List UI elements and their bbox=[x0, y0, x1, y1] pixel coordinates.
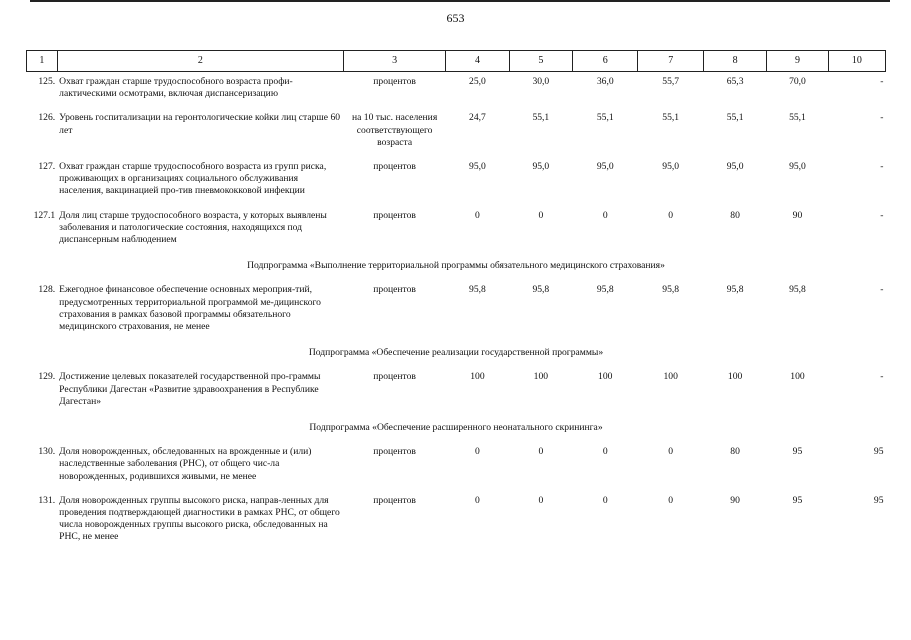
value-cell-col-10: - bbox=[880, 371, 884, 383]
indicator-name: Доля новорожденных группы высокого риска, направ-ленных для проведения подтверждающей диагностики в рамках РНС, от общего числа новорожденных группы высокого риска, обследованных на РНС, не менее bbox=[59, 494, 340, 543]
value-cell-col-5: 95,8 bbox=[532, 284, 550, 296]
unit-of-measure: процентов bbox=[373, 494, 416, 506]
unit-of-measure: процентов bbox=[373, 284, 416, 296]
row-number: 129. bbox=[38, 371, 56, 383]
value-cell-col-4: 0 bbox=[475, 494, 480, 506]
value-cell-col-4: 24,7 bbox=[469, 112, 486, 124]
column-header-9: 9 bbox=[767, 51, 828, 72]
column-header-8: 8 bbox=[703, 51, 766, 72]
table-row bbox=[27, 442, 886, 491]
value-cell-col-6: 95,0 bbox=[596, 161, 614, 173]
value-cell-col-4: 0 bbox=[475, 446, 480, 458]
value-cell-col-7: 100 bbox=[663, 371, 678, 383]
value-cell-col-9: 95 bbox=[792, 494, 803, 506]
value-cell-col-5: 95,0 bbox=[532, 161, 550, 173]
unit-of-measure: процентов bbox=[373, 371, 416, 383]
value-cell-col-7: 55,1 bbox=[662, 112, 680, 124]
subprogram-title: Подпрограмма «Обеспечение реализации государственной программы» bbox=[308, 347, 604, 359]
indicator-name: Охват граждан старше трудоспособного возраста профи-лактическими осмотрами, включая диспансеризацию bbox=[59, 76, 293, 100]
value-cell-col-6: 0 bbox=[602, 209, 608, 221]
row-number: 125. bbox=[38, 76, 56, 87]
value-cell-col-7: 0 bbox=[668, 494, 674, 506]
subprogram-heading-row bbox=[27, 416, 886, 442]
row-number: 131. bbox=[38, 494, 56, 506]
value-cell-col-5: 0 bbox=[538, 209, 544, 221]
value-cell-col-4: 0 bbox=[475, 209, 480, 221]
unit-of-measure: на 10 тыс. населения соответствующего возраста bbox=[352, 112, 438, 148]
value-cell-col-7: 55,7 bbox=[662, 76, 680, 87]
value-cell-col-7: 0 bbox=[668, 209, 674, 221]
table-body bbox=[27, 72, 886, 552]
value-cell-col-9: 55,1 bbox=[789, 112, 806, 124]
value-cell-col-6: 95,8 bbox=[596, 284, 614, 296]
value-cell-col-8: 90 bbox=[730, 494, 740, 506]
page-number: 653 bbox=[446, 11, 465, 25]
value-cell-col-10: - bbox=[880, 284, 884, 296]
unit-of-measure: процентов bbox=[373, 76, 416, 87]
value-cell-col-7: 0 bbox=[668, 446, 674, 458]
table-row bbox=[27, 108, 886, 157]
unit-of-measure: процентов bbox=[373, 209, 416, 221]
value-cell-col-8: 80 bbox=[730, 209, 740, 221]
value-cell-col-9: 70,0 bbox=[789, 76, 806, 87]
value-cell-col-10: - bbox=[880, 112, 884, 124]
value-cell-col-8: 95,8 bbox=[726, 284, 744, 296]
indicator-name: Доля новорожденных, обследованных на врожденные и (или) наследственные заболевания (РНС), от общего чис-ла новорожденных, родившихся живыми, не менее bbox=[59, 446, 312, 482]
table-header-row bbox=[27, 51, 886, 72]
row-number: 127. bbox=[38, 161, 56, 173]
value-cell-col-10: - bbox=[880, 209, 884, 221]
indicator-name: Ежегодное финансовое обеспечение основных мероприя-тий, предусмотренных территориальной программой ме-дицинского страхования в рамках базовой программы обязательного медицинского страхования, не менее bbox=[59, 284, 321, 333]
table-row bbox=[27, 72, 886, 109]
value-cell-col-5: 100 bbox=[533, 371, 549, 383]
column-header-7: 7 bbox=[638, 51, 703, 72]
column-header-6: 6 bbox=[573, 51, 638, 72]
row-number: 128. bbox=[38, 284, 56, 296]
value-cell-col-8: 100 bbox=[727, 371, 743, 383]
value-cell-col-4: 25,0 bbox=[469, 76, 486, 87]
value-cell-col-9: 95,0 bbox=[789, 161, 806, 173]
value-cell-col-9: 100 bbox=[790, 371, 805, 383]
indicator-name: Доля лиц старше трудоспособного возраста, у которых выявлены заболевания и патологические состояния, находящихся под диспансерным наблюдением bbox=[59, 209, 327, 246]
value-cell-col-8: 95,0 bbox=[726, 161, 744, 173]
unit-of-measure: процентов bbox=[373, 161, 416, 173]
subprogram-heading-row bbox=[27, 341, 886, 367]
value-cell-col-10: 95 bbox=[873, 446, 884, 458]
column-header-10: 10 bbox=[828, 51, 885, 72]
row-number: 130. bbox=[38, 446, 56, 458]
subprogram-heading-row bbox=[27, 254, 886, 280]
value-cell-col-8: 80 bbox=[730, 446, 740, 458]
table-row bbox=[27, 206, 886, 255]
value-cell-col-6: 100 bbox=[598, 371, 613, 383]
value-cell-col-10: 95 bbox=[873, 494, 884, 506]
table-row bbox=[27, 280, 886, 341]
column-header-2: 2 bbox=[57, 51, 343, 72]
value-cell-col-6: 0 bbox=[602, 494, 608, 506]
table-row bbox=[27, 157, 886, 206]
value-cell-col-5: 0 bbox=[538, 446, 544, 458]
value-cell-col-4: 95,8 bbox=[469, 284, 486, 296]
value-cell-col-10: - bbox=[880, 76, 884, 87]
top-rule bbox=[30, 0, 890, 2]
value-cell-col-10: - bbox=[880, 161, 884, 173]
column-header-1: 1 bbox=[27, 51, 58, 72]
value-cell-col-5: 0 bbox=[538, 494, 544, 506]
value-cell-col-8: 65,3 bbox=[726, 76, 744, 87]
indicator-name: Достижение целевых показателей государственной про-граммы Республики Дагестан «Развитие здравоохранения в Республике Дагестан» bbox=[59, 371, 321, 407]
value-cell-col-6: 36,0 bbox=[596, 76, 614, 87]
value-cell-col-9: 90 bbox=[792, 209, 803, 221]
indicators-table bbox=[26, 50, 886, 552]
row-number: 127.1 bbox=[33, 209, 56, 221]
column-header-3: 3 bbox=[344, 51, 446, 72]
value-cell-col-6: 55,1 bbox=[596, 112, 614, 124]
value-cell-col-5: 55,1 bbox=[532, 112, 550, 124]
value-cell-col-7: 95,8 bbox=[662, 284, 680, 296]
unit-of-measure: процентов bbox=[373, 446, 416, 458]
subprogram-title: Подпрограмма «Выполнение территориальной программы обязательного медицинского страхования» bbox=[247, 260, 665, 272]
value-cell-col-5: 30,0 bbox=[532, 76, 550, 87]
table-row bbox=[27, 367, 886, 416]
value-cell-col-6: 0 bbox=[602, 446, 608, 458]
value-cell-col-9: 95 bbox=[792, 446, 803, 458]
value-cell-col-9: 95,8 bbox=[789, 284, 806, 296]
table-row bbox=[27, 491, 886, 552]
indicator-name: Охват граждан старше трудоспособного возраста из групп риска, проживающих в организациях социального обслуживания населения, вакцинацией про-тив пневмококковой инфекции bbox=[59, 161, 327, 197]
column-header-5: 5 bbox=[509, 51, 572, 72]
subprogram-title: Подпрограмма «Обеспечение расширенного неонатального скрининга» bbox=[309, 422, 603, 434]
value-cell-col-8: 55,1 bbox=[726, 112, 744, 124]
row-number: 126. bbox=[38, 112, 56, 124]
value-cell-col-4: 95,0 bbox=[469, 161, 486, 173]
indicator-name: Уровень госпитализации на геронтологические койки лиц старше 60 лет bbox=[59, 112, 341, 136]
value-cell-col-4: 100 bbox=[470, 371, 485, 383]
value-cell-col-7: 95,0 bbox=[662, 161, 680, 173]
column-header-4: 4 bbox=[446, 51, 509, 72]
